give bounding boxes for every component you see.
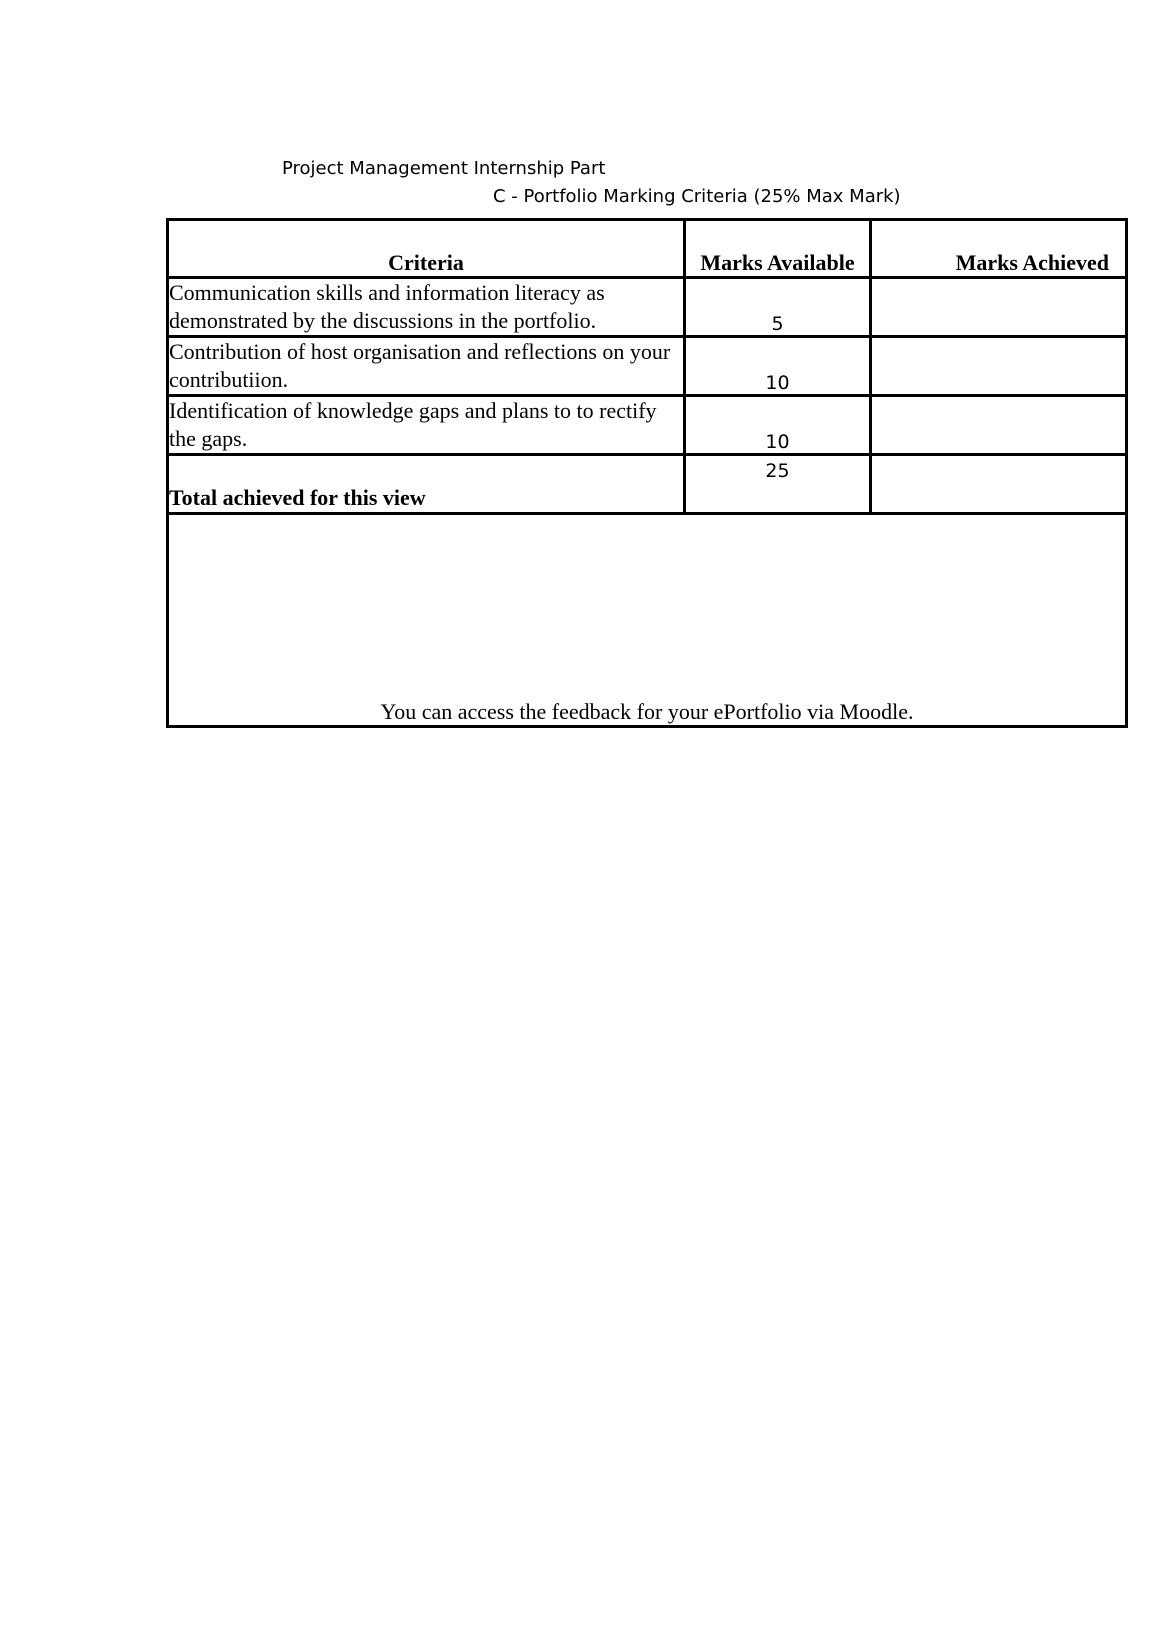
total-label: Total achieved for this view	[168, 455, 685, 514]
total-marks-achieved	[871, 455, 1127, 514]
document-title	[0, 155, 1158, 211]
table-header-row	[168, 220, 1127, 278]
marks-available-cell: 10	[685, 337, 871, 396]
marking-criteria-table	[166, 218, 1128, 728]
title-line-1: Project Management Internship Part	[282, 158, 606, 179]
feedback-row	[168, 514, 1127, 727]
criteria-cell: Communication skills and information literacy as demonstrated by the discussions in the portfolio.	[168, 278, 685, 337]
header-marks-available: Marks Available	[685, 220, 871, 278]
table-row	[168, 396, 1127, 455]
marks-available-cell: 10	[685, 396, 871, 455]
title-line-2: C - Portfolio Marking Criteria (25% Max Mark)	[493, 186, 901, 207]
header-marks-achieved: Marks Achieved	[871, 220, 1127, 278]
table-row	[168, 337, 1127, 396]
criteria-cell: Identification of knowledge gaps and plans to to rectify the gaps.	[168, 396, 685, 455]
marks-achieved-cell	[871, 337, 1127, 396]
total-row	[168, 455, 1127, 514]
criteria-cell: Contribution of host organisation and reflections on your contributiion.	[168, 337, 685, 396]
total-marks-available: 25	[685, 455, 871, 514]
header-criteria: Criteria	[168, 220, 685, 278]
feedback-note: You can access the feedback for your ePortfolio via Moodle.	[168, 514, 1127, 727]
table-row	[168, 278, 1127, 337]
marks-available-cell: 5	[685, 278, 871, 337]
marks-achieved-cell	[871, 396, 1127, 455]
marks-achieved-cell	[871, 278, 1127, 337]
